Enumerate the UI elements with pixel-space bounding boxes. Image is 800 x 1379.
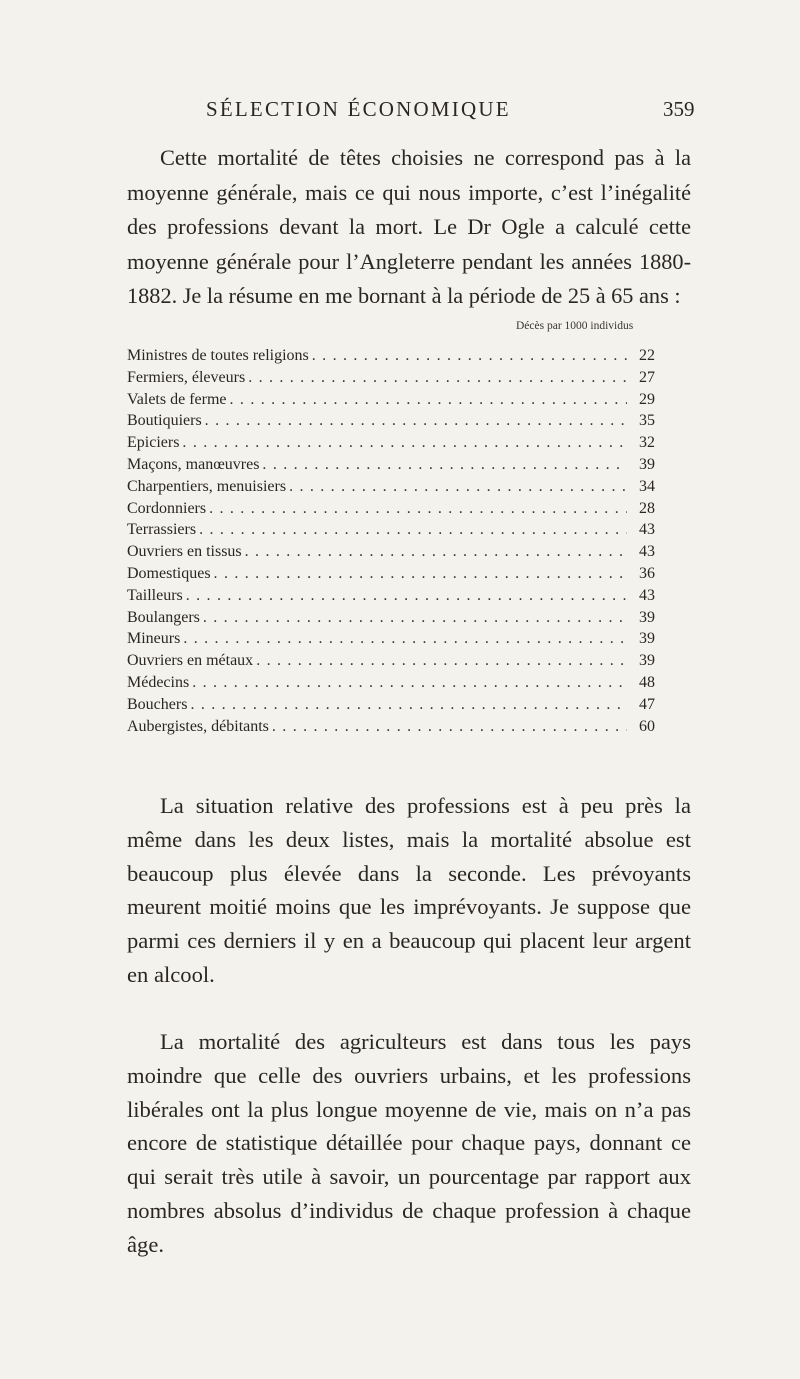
table-row	[127, 541, 655, 563]
table-row	[127, 585, 655, 607]
dot-leader	[289, 476, 627, 498]
running-title: SÉLECTION ÉCONOMIQUE	[206, 97, 511, 121]
profession-label: Domestiques	[127, 564, 211, 582]
table-row	[127, 367, 655, 389]
dot-leader	[203, 607, 627, 629]
profession-label: Charpentiers, menuisiers	[127, 477, 287, 495]
table-row	[127, 476, 655, 498]
dot-leader	[256, 650, 627, 672]
death-rate-value: 39	[639, 455, 655, 473]
dot-leader	[186, 585, 627, 607]
death-rate-value: 43	[639, 586, 655, 604]
dot-leader	[209, 498, 627, 520]
table-row	[127, 389, 655, 411]
profession-label: Valets de ferme	[127, 390, 227, 408]
agriculture-paragraph: La mortalité des agriculteurs est dans tous les pays moindre que celle des ouvriers urbains, et les professions libérales ont la plus longue moyenne de vie, mais on n’a pas encore de statistique détaillée pour chaque pays, donnant ce qui serait très utile à savoir, un pourcentage par rapport aux nombres absolus d’individus de chaque profession à chaque âge.	[127, 1029, 691, 1257]
dot-leader	[262, 454, 627, 476]
table-row	[127, 628, 655, 650]
death-rate-value: 28	[639, 499, 655, 517]
table-row	[127, 454, 655, 476]
death-rate-value: 43	[639, 521, 655, 539]
death-rate-value: 48	[639, 673, 655, 691]
table-row	[127, 563, 655, 585]
death-rate-value: 29	[639, 390, 655, 408]
table-row	[127, 519, 655, 541]
dot-leader	[190, 694, 627, 716]
death-rate-value: 39	[639, 630, 655, 648]
dot-leader	[214, 563, 627, 585]
death-rate-value: 60	[639, 717, 655, 735]
dot-leader	[272, 716, 627, 738]
profession-label: Boutiquiers	[127, 412, 202, 430]
profession-label: Boulangers	[127, 608, 200, 626]
dot-leader	[230, 389, 627, 411]
table-row	[127, 345, 655, 367]
dot-leader	[182, 432, 627, 454]
profession-label: Fermiers, éleveurs	[127, 368, 246, 386]
table-row	[127, 650, 655, 672]
profession-label: Terrassiers	[127, 521, 197, 539]
dot-leader	[245, 541, 627, 563]
table-row	[127, 694, 655, 716]
dot-leader	[205, 410, 627, 432]
death-rate-value: 36	[639, 564, 655, 582]
profession-label: Ministres de toutes religions	[127, 347, 309, 364]
death-rate-value: 34	[639, 477, 655, 495]
table-column-header: Décès par 1000 individus	[516, 320, 634, 332]
death-rate-value: 39	[639, 608, 655, 626]
running-head	[0, 92, 800, 126]
profession-label: Médecins	[127, 673, 190, 691]
profession-label: Bouchers	[127, 695, 188, 713]
dot-leader	[312, 345, 627, 367]
profession-label: Ouvriers en métaux	[127, 652, 254, 670]
table-row	[127, 672, 655, 694]
page-number: 359	[663, 97, 695, 121]
death-rate-value: 27	[639, 368, 655, 386]
profession-label: Ouvriers en tissus	[127, 543, 242, 561]
dot-leader	[199, 519, 627, 541]
dot-leader	[248, 367, 627, 389]
mortality-table	[127, 345, 655, 737]
table-row	[127, 716, 655, 738]
dot-leader	[183, 628, 627, 650]
table-row	[127, 607, 655, 629]
profession-label: Mineurs	[127, 630, 181, 648]
intro-paragraph: Cette mortalité de têtes choisies ne correspond pas à la moyenne générale, mais ce qui nous importe, c’est l’inégalité des professions devant la mort. Le Dr Ogle a calculé cette moyenne générale pour l’Angleterre pendant les années 1880-1882. Je la résume en me bornant à la période de 25 à 65 ans :	[127, 145, 691, 308]
table-row	[127, 498, 655, 520]
death-rate-value: 35	[639, 412, 655, 430]
profession-label: Cordonniers	[127, 499, 207, 517]
profession-label: Tailleurs	[127, 586, 183, 604]
table-row	[127, 432, 655, 454]
situation-paragraph: La situation relative des professions est à peu près la même dans les deux listes, mais la mortalité absolue est beaucoup plus élevée dans la seconde. Les prévoyants meurent moitié moins que les imprévoyants. Je suppose que parmi ces derniers il y en a beaucoup qui placent leur argent en alcool.	[127, 793, 691, 987]
table-row	[127, 410, 655, 432]
profession-label: Aubergistes, débitants	[127, 717, 269, 735]
death-rate-value: 22	[639, 347, 655, 364]
dot-leader	[192, 672, 627, 694]
profession-label: Maçons, manœuvres	[127, 455, 260, 473]
profession-label: Epiciers	[127, 434, 180, 452]
death-rate-value: 32	[639, 434, 655, 452]
death-rate-value: 39	[639, 652, 655, 670]
death-rate-value: 43	[639, 543, 655, 561]
death-rate-value: 47	[639, 695, 655, 713]
